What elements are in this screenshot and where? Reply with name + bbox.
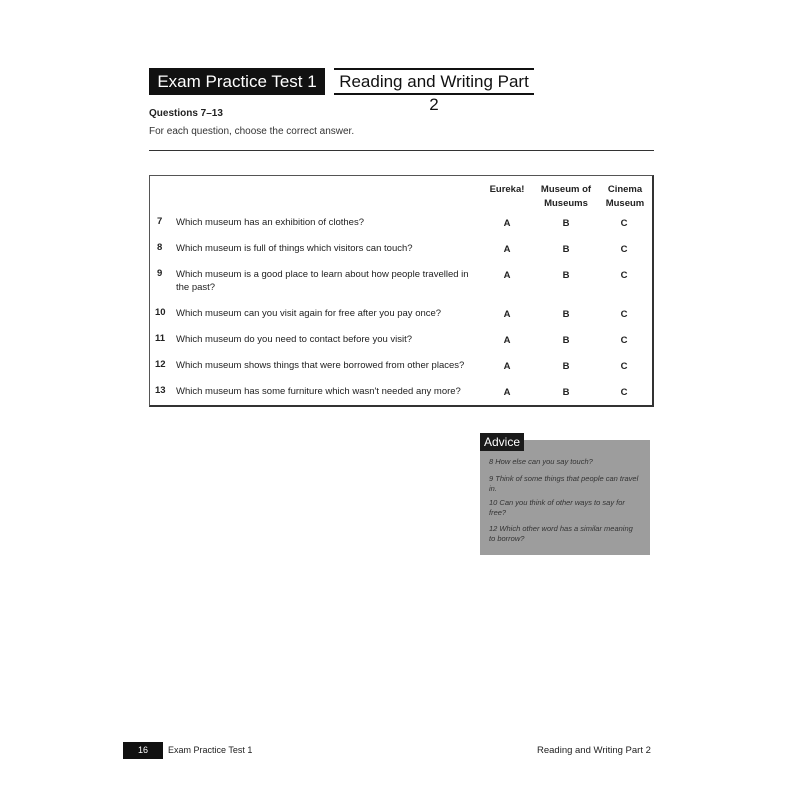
question-number: 13 xyxy=(155,385,166,396)
column-header-museum-of-museums: Museum of Museums xyxy=(540,184,592,209)
question-number: 7 xyxy=(157,216,163,227)
option-c[interactable]: C xyxy=(620,387,628,398)
option-b[interactable]: B xyxy=(562,387,570,398)
question-text: Which museum is full of things which visitors can touch? xyxy=(176,243,413,254)
option-a[interactable]: A xyxy=(503,309,511,320)
option-b[interactable]: B xyxy=(562,309,570,320)
column-header-cinema-museum: Cinema Museum xyxy=(605,184,645,209)
option-b[interactable]: B xyxy=(562,361,570,372)
question-number: 12 xyxy=(155,359,166,370)
option-a[interactable]: A xyxy=(503,335,511,346)
option-b[interactable]: B xyxy=(562,335,570,346)
option-a[interactable]: A xyxy=(503,387,511,398)
test-title-badge: Exam Practice Test 1 xyxy=(149,68,325,95)
question-text: Which museum can you visit again for free after you pay once? xyxy=(176,308,442,319)
questions-heading: Questions 7–13 xyxy=(149,108,223,119)
option-b[interactable]: B xyxy=(562,218,570,229)
option-b[interactable]: B xyxy=(562,270,570,281)
option-a[interactable]: A xyxy=(503,270,511,281)
column-header-eureka: Eureka! xyxy=(489,184,525,195)
option-a[interactable]: A xyxy=(503,218,511,229)
advice-item: 10 Can you think of other ways to say for free? xyxy=(489,498,625,517)
advice-item: 12 Which other word has a similar meaning to borrow? xyxy=(489,524,633,543)
option-c[interactable]: C xyxy=(620,244,628,255)
option-c[interactable]: C xyxy=(620,309,628,320)
part-title: Reading and Writing Part 2 xyxy=(334,68,534,95)
question-number: 8 xyxy=(157,242,163,253)
question-text: Which museum is a good place to learn about how people travelled in the past? xyxy=(176,269,469,293)
question-number: 11 xyxy=(155,333,166,344)
advice-item: 9 Think of some things that people can travel in. xyxy=(489,474,639,493)
question-text: Which museum do you need to contact before you visit? xyxy=(176,334,413,345)
page-number: 16 xyxy=(123,742,163,759)
option-b[interactable]: B xyxy=(562,244,570,255)
question-number: 9 xyxy=(157,268,163,279)
option-a[interactable]: A xyxy=(503,244,511,255)
question-text: Which museum has an exhibition of clothes? xyxy=(176,217,364,228)
option-c[interactable]: C xyxy=(620,218,628,229)
instruction-text: For each question, choose the correct answer. xyxy=(149,126,355,137)
option-a[interactable]: A xyxy=(503,361,511,372)
question-text: Which museum has some furniture which wasn't needed any more? xyxy=(176,386,461,397)
option-c[interactable]: C xyxy=(620,361,628,372)
question-text: Which museum shows things that were borrowed from other places? xyxy=(176,360,465,371)
divider xyxy=(149,150,654,151)
footer-test-label: Exam Practice Test 1 xyxy=(168,745,253,755)
advice-item: 8 How else can you say touch? xyxy=(489,457,593,466)
question-number: 10 xyxy=(155,307,166,318)
option-c[interactable]: C xyxy=(620,335,628,346)
option-c[interactable]: C xyxy=(620,270,628,281)
advice-title: Advice xyxy=(480,433,524,451)
footer-part-label: Reading and Writing Part 2 xyxy=(537,745,651,756)
